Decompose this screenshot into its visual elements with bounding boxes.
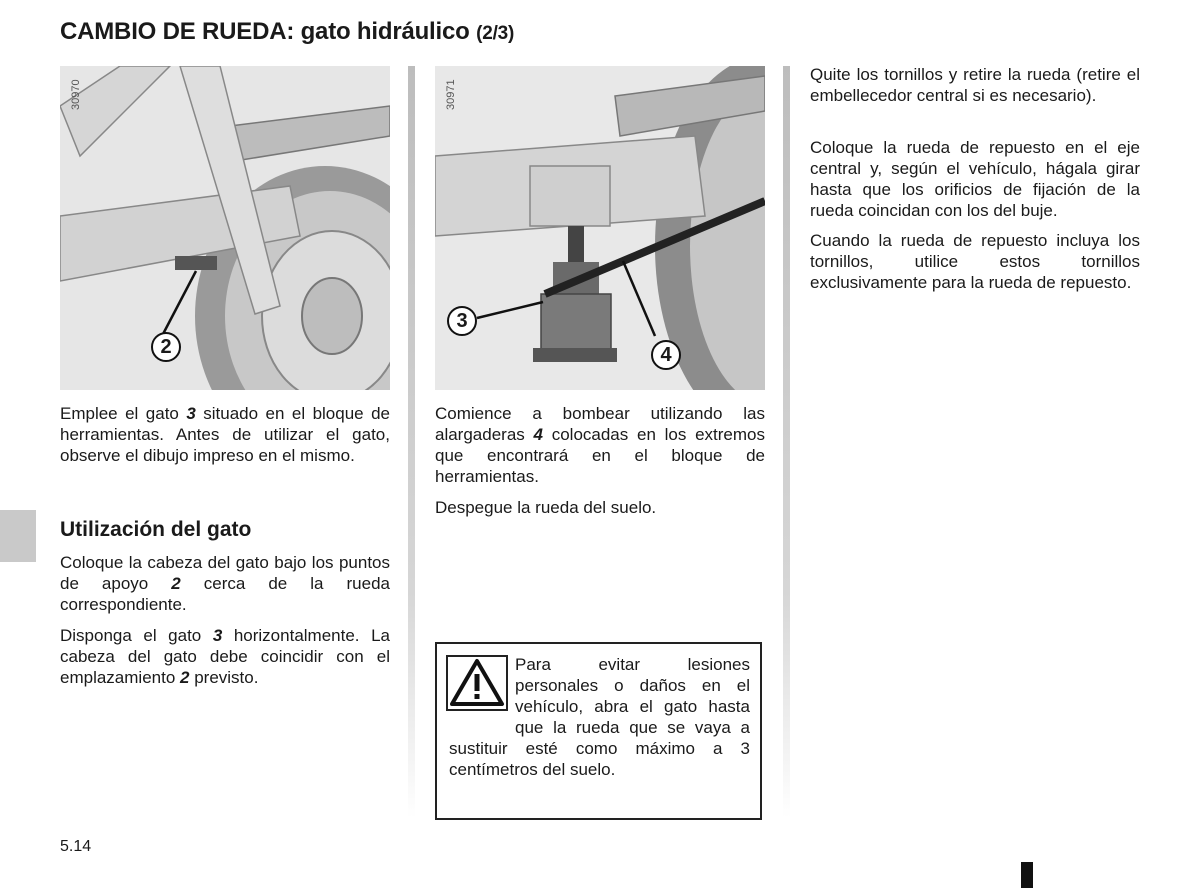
section-heading: Utilización del gato [60, 518, 252, 541]
col3-paragraph-3: Cuando la rueda de repuesto incluya los tornillos, utilice estos tornillos exclusivamente para la rueda de repuesto. [810, 231, 1140, 292]
section-tab [0, 510, 36, 562]
col2-paragraph-1: Comience a bombear utilizando las alargaderas 4 colocadas en los extremos que encontrará en el bloque de herramientas. [435, 404, 765, 486]
figure-id: 30971 [445, 79, 457, 110]
title-text: CAMBIO DE RUEDA: gato hidráulico [60, 18, 470, 45]
callout-4: 4 [651, 340, 681, 370]
col1-paragraph-3: Disponga el gato 3 horizontalmente. La cabeza del gato debe coincidir con el emplazamiento 2 previsto. [60, 626, 390, 687]
col2-paragraph-2: Despegue la rueda del suelo. [435, 498, 657, 517]
col1-paragraph-1: Emplee el gato 3 situado en el bloque de herramientas. Antes de utilizar el gato, observe el dibujo impreso en el mismo. [60, 404, 390, 465]
reference-number: 2 [171, 574, 181, 593]
jack-illustration [435, 66, 765, 390]
reference-number: 3 [186, 404, 196, 423]
col1-paragraph-2: Coloque la cabeza del gato bajo los puntos de apoyo 2 cerca de la rueda correspondiente. [60, 553, 390, 614]
page-title [60, 18, 514, 46]
reference-number: 2 [180, 668, 190, 687]
warning-message: Para evitar lesiones personales o daños en el vehículo, abra el gato hasta que la rueda que se vaya a sustituir esté como máximo a 3 centímetros del suelo. [449, 655, 750, 779]
col3-paragraph-1: Quite los tornillos y retire la rueda (retire el embellecedor central si es necesario). [810, 65, 1140, 105]
reference-number: 3 [212, 626, 223, 645]
page-edge-marker [1021, 862, 1033, 888]
callout-3: 3 [447, 306, 477, 336]
axle-illustration [60, 66, 390, 390]
callout-2: 2 [151, 332, 181, 362]
col3-paragraph-2: Coloque la rueda de repuesto en el eje central y, según el vehículo, hágala girar hasta que los orificios de fijación de la rueda coincidan con los del buje. [810, 138, 1140, 220]
reference-number: 4 [533, 425, 543, 444]
figure-axle-support-point [60, 66, 390, 390]
page-number: 5.14 [60, 838, 92, 855]
title-part: (2/3) [476, 23, 515, 44]
figure-id: 30970 [70, 79, 82, 110]
icon-float-spacer [449, 654, 515, 718]
warning-text [449, 654, 750, 780]
figure-hydraulic-jack [435, 66, 765, 390]
column-divider-2 [783, 66, 790, 818]
column-divider-1 [408, 66, 415, 818]
